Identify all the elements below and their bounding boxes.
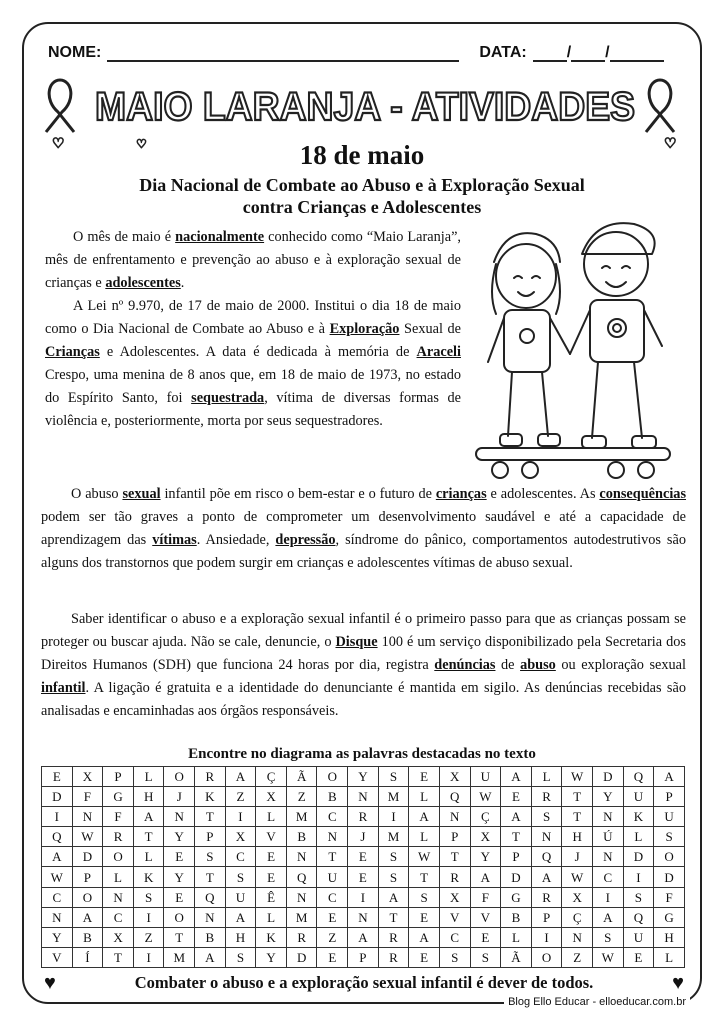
heart-icon: ♡ — [664, 136, 677, 150]
wordsearch-cell[interactable]: I — [378, 807, 409, 827]
text: e Adolescentes. A data é dedicada à memória de — [99, 344, 417, 360]
wordsearch-cell[interactable]: A — [470, 867, 501, 887]
wordsearch-cell[interactable]: N — [592, 847, 623, 867]
wordsearch-cell[interactable]: E — [348, 847, 379, 867]
wordsearch-cell[interactable]: Q — [439, 787, 470, 807]
wordsearch-cell[interactable]: S — [195, 847, 226, 867]
name-label: NOME: — [48, 44, 102, 61]
wordsearch-cell[interactable]: E — [317, 947, 348, 967]
wordsearch-cell[interactable]: E — [470, 927, 501, 947]
wordsearch-cell[interactable]: C — [42, 887, 73, 907]
highlighted-word: Exploração — [329, 321, 400, 337]
wordsearch-cell[interactable]: A — [195, 947, 226, 967]
paragraph-1 — [45, 226, 461, 295]
wordsearch-cell[interactable]: C — [592, 867, 623, 887]
wordsearch-cell[interactable]: U — [623, 927, 654, 947]
wordsearch-cell[interactable]: P — [439, 827, 470, 847]
text: podem ser tão graves a ponto de comprometer um desenvolvimento saudável e até a capacidade de aprendizagem das — [41, 509, 686, 548]
wordsearch-cell[interactable]: K — [623, 807, 654, 827]
wordsearch-cell[interactable]: T — [133, 827, 164, 847]
wordsearch-cell[interactable]: C — [439, 927, 470, 947]
wordsearch-cell[interactable]: E — [164, 847, 195, 867]
wordsearch-cell[interactable]: I — [531, 927, 562, 947]
subtitle-line-1: Dia Nacional de Combate ao Abuso e à Exploração Sexual — [139, 175, 585, 195]
wordsearch-cell[interactable]: X — [439, 887, 470, 907]
wordsearch-cell[interactable]: N — [42, 907, 73, 927]
text: infantil põe em risco o bem-estar e o futuro de — [160, 486, 436, 502]
highlighted-word: denúncias — [434, 657, 496, 673]
wordsearch-row — [42, 907, 685, 927]
banner-text: MAIO LARANJA - ATIVIDADES — [95, 85, 635, 129]
wordsearch-row — [42, 887, 685, 907]
wordsearch-cell[interactable]: T — [562, 787, 593, 807]
wordsearch-cell[interactable]: N — [103, 887, 134, 907]
highlighted-word: infantil — [41, 680, 86, 696]
wordsearch-cell[interactable]: L — [623, 827, 654, 847]
children-on-skateboard-illustration — [466, 214, 678, 486]
wordsearch-cell[interactable]: U — [654, 807, 685, 827]
heart-icon: ♥ — [672, 972, 684, 994]
wordsearch-cell[interactable]: A — [409, 807, 440, 827]
wordsearch-row — [42, 807, 685, 827]
wordsearch-cell[interactable]: S — [654, 827, 685, 847]
wordsearch-cell[interactable]: W — [592, 947, 623, 967]
wordsearch-cell[interactable]: T — [103, 947, 134, 967]
wordsearch-cell[interactable]: S — [133, 887, 164, 907]
wordsearch-cell[interactable]: D — [654, 867, 685, 887]
highlighted-word: nacionalmente — [175, 229, 265, 245]
wordsearch-cell[interactable]: S — [378, 867, 409, 887]
wordsearch-cell[interactable]: E — [409, 947, 440, 967]
wordsearch-cell[interactable]: S — [592, 927, 623, 947]
text: . A ligação é gratuita e a identidade do denunciante é mantida em sigilo. As denúncias recebidas são analisadas e encaminhadas aos órgãos responsáveis. — [41, 680, 686, 719]
wordsearch-row — [42, 927, 685, 947]
wordsearch-cell[interactable]: I — [623, 867, 654, 887]
text: A Lei nº 9.970, de 17 de maio de 2000. Institui o dia 18 de maio como o Dia Nacional de Combate ao Abuso e à — [45, 298, 461, 337]
wordsearch-cell[interactable]: N — [286, 887, 317, 907]
wordsearch-cell[interactable]: T — [501, 827, 532, 847]
wordsearch-cell[interactable]: H — [562, 827, 593, 847]
wordsearch-cell[interactable]: N — [531, 827, 562, 847]
wordsearch-cell[interactable]: I — [133, 947, 164, 967]
wordsearch-cell[interactable]: E — [348, 867, 379, 887]
wordsearch-cell[interactable]: X — [256, 787, 287, 807]
wordsearch-cell[interactable]: X — [103, 927, 134, 947]
wordsearch-cell[interactable]: B — [195, 927, 226, 947]
wordsearch-cell[interactable]: G — [501, 887, 532, 907]
wordsearch-cell[interactable]: W — [562, 867, 593, 887]
wordsearch-cell[interactable]: L — [531, 767, 562, 787]
wordsearch-cell[interactable]: P — [195, 827, 226, 847]
wordsearch-cell[interactable]: E — [256, 847, 287, 867]
wordsearch-cell[interactable]: A — [348, 927, 379, 947]
wordsearch-cell[interactable]: D — [623, 847, 654, 867]
wordsearch-cell[interactable]: H — [654, 927, 685, 947]
highlighted-word: crianças — [435, 486, 487, 502]
subtitle-line-2: contra Crianças e Adolescentes — [242, 197, 482, 217]
wordsearch-cell[interactable]: T — [562, 807, 593, 827]
wordsearch-cell[interactable]: E — [409, 767, 440, 787]
wordsearch-cell[interactable]: E — [256, 867, 287, 887]
wordsearch-grid — [41, 766, 685, 968]
wordsearch-row — [42, 827, 685, 847]
text: O mês de maio é — [73, 229, 176, 245]
wordsearch-cell[interactable]: L — [409, 827, 440, 847]
wordsearch-cell[interactable]: D — [42, 787, 73, 807]
wordsearch-cell[interactable]: M — [378, 787, 409, 807]
wordsearch-cell[interactable]: Q — [623, 907, 654, 927]
wordsearch-cell[interactable]: B — [286, 827, 317, 847]
date-day-line — [533, 44, 567, 62]
highlighted-word: sequestrada — [191, 390, 265, 406]
wordsearch-cell[interactable]: I — [592, 887, 623, 907]
wordsearch-cell[interactable]: P — [531, 907, 562, 927]
wordsearch-cell[interactable]: O — [317, 767, 348, 787]
wordsearch-cell[interactable]: N — [195, 907, 226, 927]
wordsearch-cell[interactable]: G — [103, 787, 134, 807]
wordsearch-cell[interactable]: Q — [195, 887, 226, 907]
wordsearch-cell[interactable]: O — [164, 907, 195, 927]
wordsearch-cell[interactable]: O — [531, 947, 562, 967]
wordsearch-cell[interactable]: O — [72, 887, 103, 907]
wordsearch-cell[interactable]: V — [439, 907, 470, 927]
highlighted-word: depressão — [275, 532, 336, 548]
wordsearch-cell[interactable]: G — [654, 907, 685, 927]
wordsearch-cell[interactable]: T — [378, 907, 409, 927]
wordsearch-cell[interactable]: Ã — [501, 947, 532, 967]
wordsearch-cell[interactable]: C — [317, 887, 348, 907]
wordsearch-cell[interactable]: P — [72, 867, 103, 887]
wordsearch-cell[interactable]: U — [470, 767, 501, 787]
text: , síndrome do pânico, comportamentos autodestrutivos são alguns dos transtornos que podem surgir em crianças e adolescentes vítimas de abuso sexual. — [41, 532, 686, 571]
footer-message-text: Combater o abuso e a exploração sexual infantil é dever de todos. — [134, 973, 594, 992]
wordsearch-cell[interactable]: L — [103, 867, 134, 887]
wordsearch-cell[interactable]: M — [378, 827, 409, 847]
wordsearch-cell[interactable]: V — [256, 827, 287, 847]
wordsearch-cell[interactable]: Ç — [562, 907, 593, 927]
wordsearch-cell[interactable]: U — [317, 867, 348, 887]
wordsearch-cell[interactable]: R — [439, 867, 470, 887]
text: , vítima de diversas formas de violência e, posteriormente, morta por seus sequestradores. — [45, 390, 462, 429]
page-subtitle — [60, 174, 664, 218]
wordsearch-cell[interactable]: L — [654, 947, 685, 967]
wordsearch-cell[interactable]: T — [195, 807, 226, 827]
wordsearch-cell[interactable]: W — [470, 787, 501, 807]
text: . Ansiedade, — [196, 532, 276, 548]
wordsearch-cell[interactable]: E — [623, 947, 654, 967]
wordsearch-cell[interactable]: Z — [225, 787, 256, 807]
wordsearch-cell[interactable]: D — [592, 767, 623, 787]
wordsearch-cell[interactable]: J — [348, 827, 379, 847]
wordsearch-cell[interactable]: I — [42, 807, 73, 827]
wordsearch-cell[interactable]: R — [531, 787, 562, 807]
wordsearch-cell[interactable]: I — [133, 907, 164, 927]
wordsearch-cell[interactable]: A — [409, 927, 440, 947]
wordsearch-cell[interactable]: X — [439, 767, 470, 787]
wordsearch-cell[interactable]: E — [501, 787, 532, 807]
wordsearch-cell[interactable]: T — [439, 847, 470, 867]
wordsearch-cell[interactable]: Y — [348, 767, 379, 787]
wordsearch-cell[interactable]: A — [501, 807, 532, 827]
wordsearch-cell[interactable]: B — [501, 907, 532, 927]
highlighted-word: sexual — [122, 486, 161, 502]
wordsearch-cell[interactable]: Ã — [286, 767, 317, 787]
ribbon-icon — [46, 80, 74, 132]
page-title: 18 de maio — [299, 140, 425, 170]
wordsearch-cell[interactable]: F — [103, 807, 134, 827]
wordsearch-cell[interactable]: S — [378, 847, 409, 867]
wordsearch-cell[interactable]: W — [72, 827, 103, 847]
footer-credit: Blog Ello Educar - elloeducar.com.br — [504, 996, 690, 1008]
wordsearch-cell[interactable]: L — [256, 907, 287, 927]
wordsearch-cell[interactable]: W — [409, 847, 440, 867]
wordsearch-cell[interactable]: K — [195, 787, 226, 807]
wordsearch-cell[interactable]: K — [256, 927, 287, 947]
wordsearch-cell[interactable]: S — [531, 807, 562, 827]
wordsearch-cell[interactable]: B — [317, 787, 348, 807]
wordsearch-cell[interactable]: J — [562, 847, 593, 867]
wordsearch-cell[interactable]: S — [225, 947, 256, 967]
wordsearch-cell[interactable]: Q — [623, 767, 654, 787]
date-month-line — [571, 44, 605, 62]
wordsearch-cell[interactable]: C — [103, 907, 134, 927]
wordsearch-cell[interactable]: R — [286, 927, 317, 947]
wordsearch-cell[interactable]: S — [409, 887, 440, 907]
wordsearch-cell[interactable]: H — [133, 787, 164, 807]
wordsearch-cell[interactable]: R — [103, 827, 134, 847]
wordsearch-cell[interactable]: A — [592, 907, 623, 927]
header-fields — [48, 38, 688, 62]
wordsearch-cell[interactable]: C — [317, 807, 348, 827]
wordsearch-cell[interactable]: Z — [286, 787, 317, 807]
wordsearch-cell[interactable]: A — [654, 767, 685, 787]
ribbon-icon — [646, 80, 674, 132]
wordsearch-cell[interactable]: A — [42, 847, 73, 867]
wordsearch-cell[interactable]: R — [378, 947, 409, 967]
wordsearch-cell[interactable]: Q — [286, 867, 317, 887]
wordsearch-cell[interactable]: O — [103, 847, 134, 867]
wordsearch-cell[interactable]: N — [286, 847, 317, 867]
wordsearch-row — [42, 847, 685, 867]
wordsearch-cell[interactable]: V — [470, 907, 501, 927]
wordsearch-cell[interactable]: R — [531, 887, 562, 907]
maio-laranja-banner — [40, 70, 690, 150]
highlighted-word: abuso — [520, 657, 556, 673]
wordsearch-cell[interactable]: F — [654, 887, 685, 907]
wordsearch-row — [42, 867, 685, 887]
text: conhecido como “Maio Laranja”, mês de enfrentamento e prevenção ao abuso e à exploração sexual de crianças e — [45, 229, 461, 291]
wordsearch-cell[interactable]: U — [225, 887, 256, 907]
wordsearch-cell[interactable]: K — [133, 867, 164, 887]
wordsearch-cell[interactable]: A — [133, 807, 164, 827]
wordsearch-cell[interactable]: N — [592, 807, 623, 827]
wordsearch-cell[interactable]: L — [133, 847, 164, 867]
wordsearch-cell[interactable]: I — [348, 887, 379, 907]
wordsearch-cell[interactable]: Q — [42, 827, 73, 847]
wordsearch-cell[interactable]: A — [225, 907, 256, 927]
wordsearch-cell[interactable]: P — [348, 947, 379, 967]
wordsearch-cell[interactable]: X — [470, 827, 501, 847]
wordsearch-cell[interactable]: S — [470, 947, 501, 967]
wordsearch-cell[interactable]: D — [501, 867, 532, 887]
wordsearch-cell[interactable]: R — [378, 927, 409, 947]
wordsearch-cell[interactable]: N — [348, 907, 379, 927]
highlighted-word: vítimas — [152, 532, 197, 548]
wordsearch-cell[interactable]: D — [286, 947, 317, 967]
wordsearch-cell[interactable]: Í — [72, 947, 103, 967]
wordsearch-cell[interactable]: E — [409, 907, 440, 927]
wordsearch-cell[interactable]: A — [378, 887, 409, 907]
text: de — [495, 657, 521, 673]
text: Crespo, uma menina de 8 anos que, em 18 de maio de 1973, no estado do Espírito Santo, foi — [45, 367, 461, 406]
wordsearch-cell[interactable]: E — [317, 907, 348, 927]
wordsearch-cell[interactable]: N — [164, 807, 195, 827]
wordsearch-cell[interactable]: W — [42, 867, 73, 887]
wordsearch-cell[interactable]: J — [164, 787, 195, 807]
highlighted-word: Crianças — [45, 344, 100, 360]
text: . — [180, 275, 185, 291]
wordsearch-cell[interactable]: U — [623, 787, 654, 807]
wordsearch-cell[interactable]: Y — [592, 787, 623, 807]
wordsearch-cell[interactable]: N — [72, 807, 103, 827]
wordsearch-cell[interactable]: L — [256, 807, 287, 827]
wordsearch-cell[interactable]: L — [409, 787, 440, 807]
wordsearch-row — [42, 767, 685, 787]
date-separator: / — [566, 44, 572, 61]
wordsearch-cell[interactable]: W — [562, 767, 593, 787]
highlighted-word: Disque — [335, 634, 378, 650]
highlighted-word: consequências — [599, 486, 687, 502]
wordsearch-cell[interactable]: E — [164, 887, 195, 907]
wordsearch-cell[interactable]: T — [317, 847, 348, 867]
wordsearch-cell[interactable]: C — [225, 847, 256, 867]
wordsearch-cell[interactable]: N — [439, 807, 470, 827]
wordsearch-cell[interactable]: O — [654, 847, 685, 867]
wordsearch-cell[interactable]: T — [409, 867, 440, 887]
wordsearch-cell[interactable]: B — [72, 927, 103, 947]
wordsearch-cell[interactable]: Y — [42, 927, 73, 947]
heart-icon: ♡ — [52, 136, 65, 150]
wordsearch-cell[interactable]: I — [225, 807, 256, 827]
wordsearch-cell[interactable]: L — [501, 927, 532, 947]
wordsearch-cell[interactable]: T — [195, 867, 226, 887]
wordsearch-cell[interactable]: A — [531, 867, 562, 887]
wordsearch-cell[interactable]: Ú — [592, 827, 623, 847]
wordsearch-title: Encontre no diagrama as palavras destacadas no texto — [188, 746, 536, 762]
wordsearch-cell[interactable]: O — [164, 767, 195, 787]
wordsearch-cell[interactable]: P — [103, 767, 134, 787]
wordsearch-cell[interactable]: R — [195, 767, 226, 787]
wordsearch-cell[interactable]: Ê — [256, 887, 287, 907]
wordsearch-cell[interactable]: S — [623, 887, 654, 907]
wordsearch-cell[interactable]: Y — [164, 867, 195, 887]
wordsearch-cell[interactable]: S — [225, 867, 256, 887]
wordsearch-row — [42, 787, 685, 807]
paragraph-4 — [41, 608, 686, 723]
date-year-line — [610, 44, 664, 62]
text: ou exploração sexual — [555, 657, 686, 673]
wordsearch-cell[interactable]: S — [378, 767, 409, 787]
heart-icon: ♡ — [136, 137, 147, 150]
text: Saber identificar o abuso e a exploração sexual infantil é o primeiro passo para que as crianças possam se proteger ou buscar ajuda. Não se cale, denuncie, o — [41, 611, 686, 650]
wordsearch-cell[interactable]: P — [654, 787, 685, 807]
wordsearch-cell[interactable]: Ç — [470, 807, 501, 827]
wordsearch-cell[interactable]: Y — [256, 947, 287, 967]
name-line — [107, 44, 459, 62]
paragraph-3 — [41, 483, 686, 575]
wordsearch-cell[interactable]: M — [286, 807, 317, 827]
wordsearch-cell[interactable]: F — [72, 787, 103, 807]
text: O abuso — [71, 486, 123, 502]
wordsearch-cell[interactable]: R — [348, 807, 379, 827]
wordsearch-cell[interactable]: A — [225, 767, 256, 787]
text: e adolescentes. As — [486, 486, 600, 502]
text: 100 é um serviço disponibilizado pela Secretaria dos Direitos Humanos (SDH) que funciona 24 horas por dia, registra — [41, 634, 686, 673]
wordsearch-cell[interactable]: E — [42, 767, 73, 787]
wordsearch-cell[interactable]: L — [133, 767, 164, 787]
wordsearch-cell[interactable]: P — [501, 847, 532, 867]
wordsearch-cell[interactable]: V — [42, 947, 73, 967]
wordsearch-row — [42, 947, 685, 967]
wordsearch-cell[interactable]: A — [72, 907, 103, 927]
wordsearch-cell[interactable]: Q — [531, 847, 562, 867]
wordsearch-cell[interactable]: D — [72, 847, 103, 867]
paragraph-2 — [45, 295, 461, 433]
heart-icon: ♥ — [44, 972, 56, 994]
wordsearch-cell[interactable]: N — [348, 787, 379, 807]
wordsearch-cell[interactable]: H — [225, 927, 256, 947]
wordsearch-cell[interactable]: T — [164, 927, 195, 947]
wordsearch-cell[interactable]: A — [501, 767, 532, 787]
wordsearch-cell[interactable]: S — [439, 947, 470, 967]
footer-message — [44, 972, 684, 994]
date-separator: / — [605, 44, 610, 61]
wordsearch-cell[interactable]: Z — [133, 927, 164, 947]
wordsearch-cell[interactable]: M — [164, 947, 195, 967]
wordsearch-cell[interactable]: F — [470, 887, 501, 907]
wordsearch-cell[interactable]: N — [562, 927, 593, 947]
highlighted-word: Araceli — [416, 344, 461, 360]
wordsearch-cell[interactable]: Y — [164, 827, 195, 847]
wordsearch-cell[interactable]: Z — [562, 947, 593, 967]
wordsearch-cell[interactable]: X — [72, 767, 103, 787]
wordsearch-cell[interactable]: Y — [470, 847, 501, 867]
wordsearch-cell[interactable]: Ç — [256, 767, 287, 787]
text: Sexual de — [399, 321, 461, 337]
wordsearch-cell[interactable]: X — [562, 887, 593, 907]
wordsearch-cell[interactable]: M — [286, 907, 317, 927]
highlighted-word: adolescentes — [105, 275, 181, 291]
wordsearch-cell[interactable]: X — [225, 827, 256, 847]
wordsearch-cell[interactable]: Z — [317, 927, 348, 947]
date-label: DATA: — [479, 44, 527, 61]
wordsearch-cell[interactable]: N — [317, 827, 348, 847]
